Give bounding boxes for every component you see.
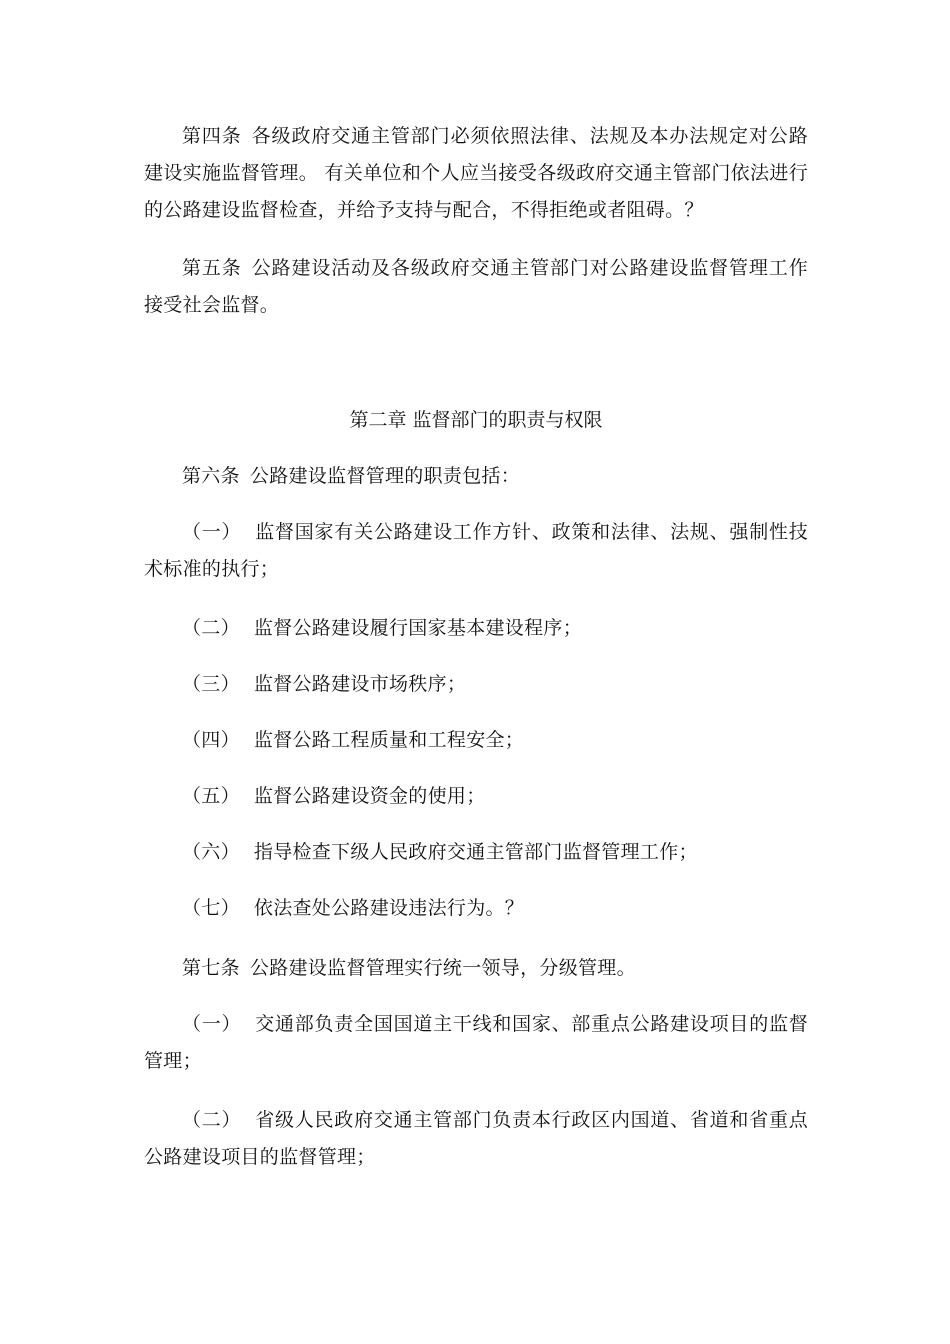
list-item-text: 监督公路建设市场秩序； [253, 673, 467, 695]
list-item-number: （二） [182, 1109, 242, 1131]
list-item-number: （二） [182, 617, 240, 639]
list-item-number: （一） [182, 1013, 242, 1035]
article-label: 第四条 [182, 125, 242, 147]
article-6-paragraph [144, 458, 808, 495]
list-item-text: 监督公路建设资金的使用； [253, 785, 486, 807]
list-item-text: 指导检查下级人民政府交通主管部门监督管理工作； [253, 841, 698, 863]
list-item-text: 监督公路工程质量和工程安全； [253, 729, 525, 751]
article-label: 第六条 [182, 465, 240, 487]
list-item-text: 交通部负责全国国道主干线和国家、部重点公路建设项目的监督管理； [144, 1013, 809, 1072]
article-text: 各级政府交通主管部门必须依照法律、法规及本办法规定对公路建设实施监督管理。 有关单位和个人应当接受各级政府交通主管部门依法进行的公路建设监督检查，并给予支持与配合，不得拒绝或者阻碍。？ [144, 125, 808, 221]
article-label: 第七条 [182, 957, 240, 979]
list-item [144, 610, 808, 647]
list-item-number: （五） [182, 785, 240, 807]
list-item [144, 890, 808, 927]
list-item-number: （四） [182, 729, 240, 751]
list-item-text: 监督公路建设履行国家基本建设程序； [253, 617, 583, 639]
list-item-text: 监督国家有关公路建设工作方针、政策和法律、法规、强制性技术标准的执行； [144, 521, 809, 580]
article-7-paragraph [144, 950, 808, 987]
list-item [144, 1102, 808, 1176]
list-item-text: 省级人民政府交通主管部门负责本行政区内国道、省道和省重点公路建设项目的监督管理； [144, 1109, 809, 1168]
list-item [144, 722, 808, 759]
list-item-number: （七） [182, 897, 240, 919]
list-item-number: （三） [182, 673, 240, 695]
article-text: 公路建设活动及各级政府交通主管部门对公路建设监督管理工作接受社会监督。 [144, 257, 808, 316]
article-text: 公路建设监督管理实行统一领导，分级管理。 [249, 957, 636, 979]
article-label: 第五条 [182, 257, 242, 279]
article-4-paragraph [144, 118, 808, 229]
list-item [144, 514, 808, 588]
list-item-number: （六） [182, 841, 240, 863]
chapter-heading: 第二章 监督部门的职责与权限 [349, 409, 603, 431]
article-text: 公路建设监督管理的职责包括： [249, 465, 521, 487]
list-item-number: （一） [182, 521, 242, 543]
list-item [144, 666, 808, 703]
list-item [144, 778, 808, 815]
article-5-paragraph [144, 250, 808, 324]
list-item [144, 834, 808, 871]
list-item [144, 1006, 808, 1080]
list-item-text: 依法查处公路建设违法行为。？ [253, 897, 525, 919]
